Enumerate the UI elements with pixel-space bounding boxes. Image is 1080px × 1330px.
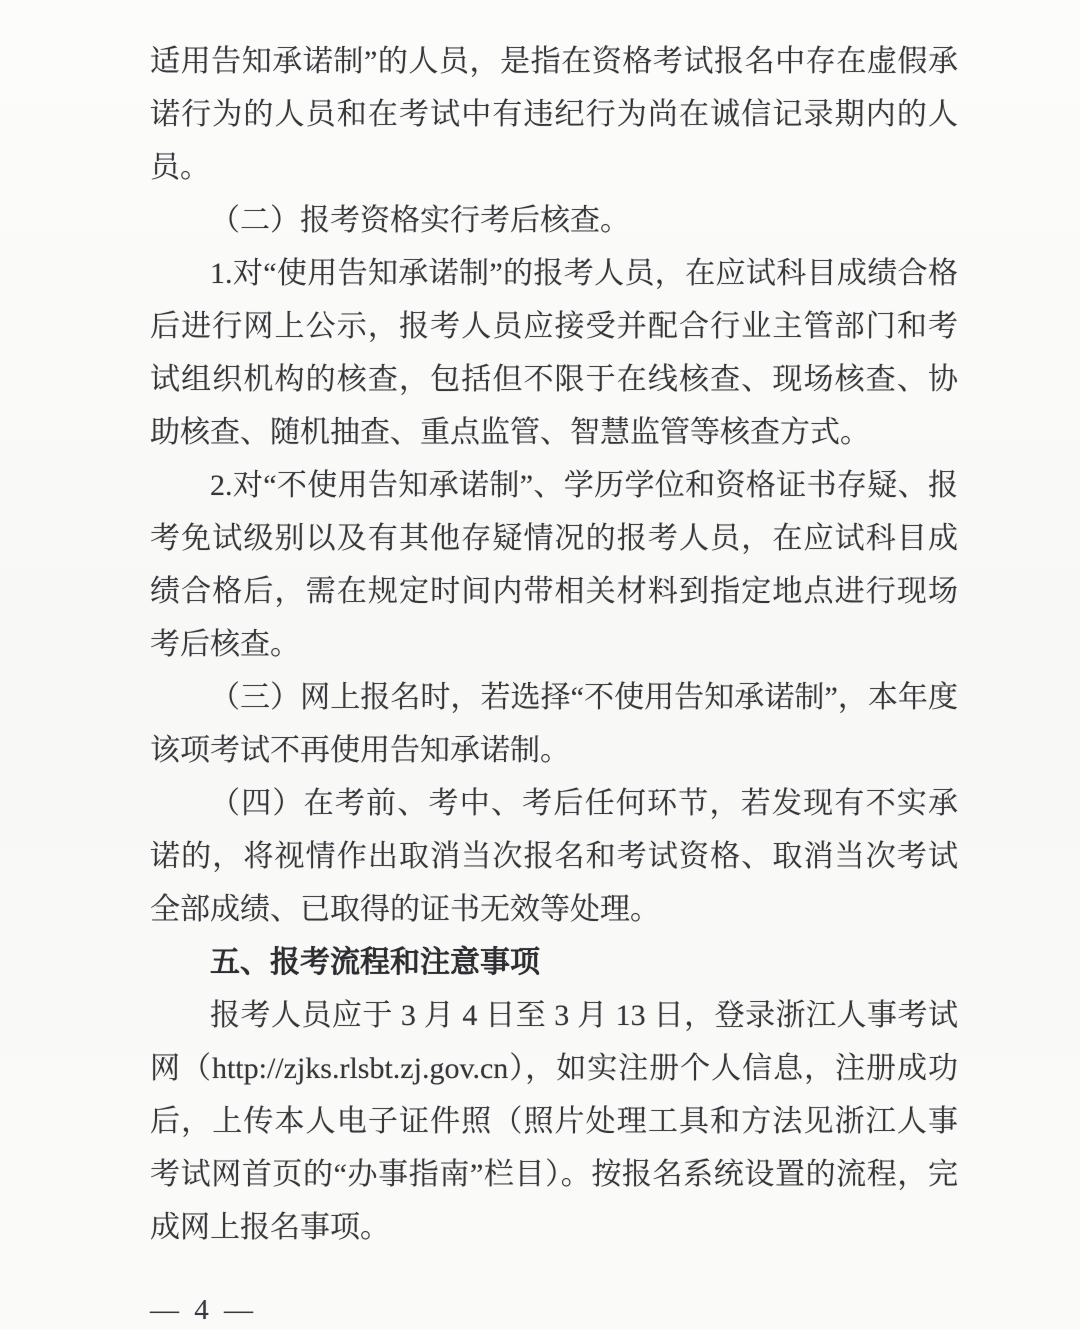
page-number: — 4 —	[150, 1294, 257, 1326]
section-heading: 五、报考流程和注意事项	[210, 946, 540, 979]
body-paragraph: 报考人员应于 3 月 4 日至 3 月 13 日，登录浙江人事考试网（http://zjks.rlsbt.zj.gov.cn），如实注册个人信息，注册成功后，上传本人电子证件照（照片处理工具和方法见浙江人事考试网首页的“办事指南”栏目）。按报名系统设置的流程，完成网上报名事项。	[150, 999, 958, 1244]
body-paragraph: （二）报考资格实行考后核查。	[210, 204, 630, 237]
body-paragraph: （三）网上报名时，若选择“不使用告知承诺制”，本年度该项考试不再使用告知承诺制。	[150, 681, 958, 767]
body-paragraph: （四）在考前、考中、考后任何环节，若发现有不实承诺的，将视情作出取消当次报名和考试资格、取消当次考试全部成绩、已取得的证书无效等处理。	[150, 787, 958, 926]
body-paragraph: 适用告知承诺制”的人员，是指在资格考试报名中存在虚假承诺行为的人员和在考试中有违纪行为尚在诚信记录期内的人员。	[150, 45, 958, 184]
body-paragraph: 2.对“不使用告知承诺制”、学历学位和资格证书存疑、报考免试级别以及有其他存疑情况的报考人员，在应试科目成绩合格后，需在规定时间内带相关材料到指定地点进行现场考后核查。	[150, 469, 958, 661]
body-paragraph: 1.对“使用告知承诺制”的报考人员，在应试科目成绩合格后进行网上公示，报考人员应接受并配合行业主管部门和考试组织机构的核查，包括但不限于在线核查、现场核查、协助核查、随机抽查、重点监管、智慧监管等核查方式。	[150, 257, 958, 449]
